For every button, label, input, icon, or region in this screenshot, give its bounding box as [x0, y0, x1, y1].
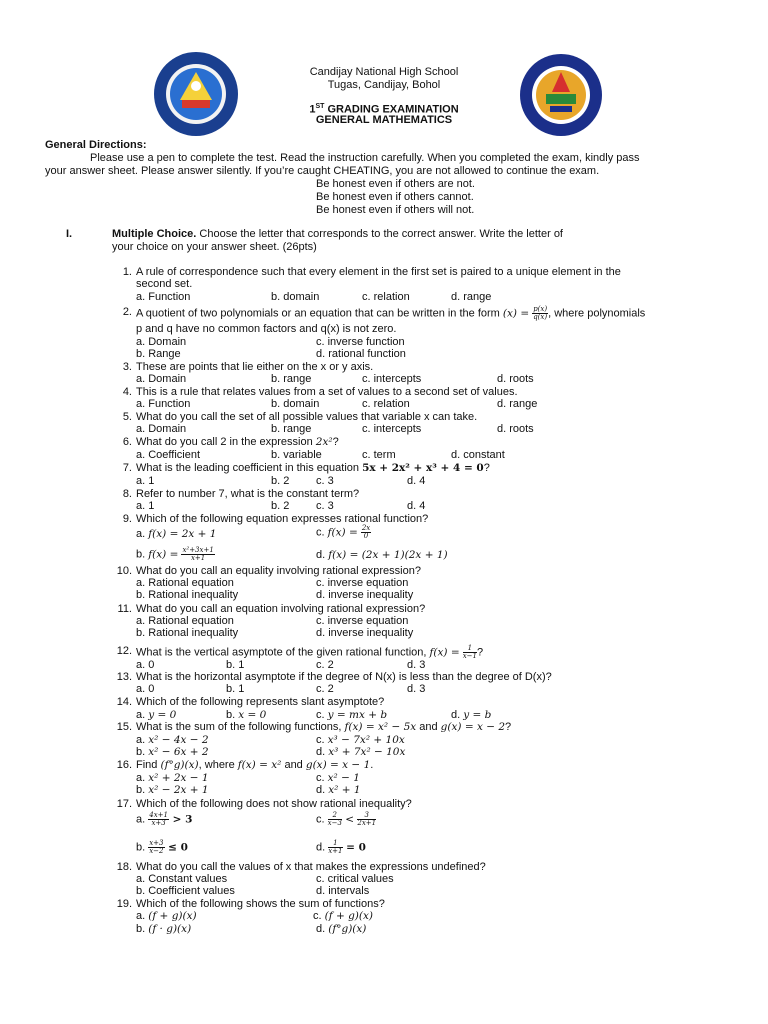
math-expression: = 0 — [342, 841, 366, 854]
numerator: p(x) — [533, 305, 548, 313]
math-expression: x² − 4x − 2 — [148, 734, 209, 746]
option-letter: c. — [313, 910, 325, 922]
option-a — [136, 812, 192, 827]
option-d: d. inverse inequality — [316, 589, 414, 601]
option-letter: b. — [226, 709, 239, 721]
option-d: d. 3 — [407, 683, 426, 695]
question-18 — [112, 861, 724, 899]
option-a: a. Domain — [136, 373, 187, 385]
exam-title-text: GRADING EXAMINATION — [324, 103, 459, 116]
denominator: 2x+1 — [357, 819, 377, 827]
question-text — [136, 759, 724, 772]
option-d — [316, 549, 448, 562]
option-a: a. 0 — [136, 659, 155, 671]
question-text-a: What is the vertical asymptote of the given rational function, — [136, 646, 430, 659]
numerator: 1 — [463, 645, 477, 653]
option-b — [136, 746, 209, 759]
school-name: Candijay National High School — [309, 66, 459, 78]
question-number: 1. — [122, 266, 132, 278]
math-expression: 5x + 2x² + x³ + 4 = 0 — [362, 462, 484, 474]
math-expression: > 3 — [168, 813, 193, 826]
option-d: d. constant — [451, 449, 505, 461]
question-text — [136, 436, 724, 449]
question-text-a: Find — [136, 759, 161, 771]
option-b: b. 2 — [271, 500, 290, 512]
option-d: d. 3 — [407, 659, 426, 671]
question-11 — [112, 603, 724, 641]
question-text: Which of the following equation expresses rational function? — [136, 513, 429, 525]
question-text: These are points that lie either on the x or y axis. — [136, 361, 374, 373]
option-letter: a. — [136, 528, 149, 540]
fraction — [532, 306, 548, 321]
option-b: b. 1 — [226, 683, 245, 695]
math-expression: < — [341, 813, 358, 826]
option-b — [136, 547, 215, 562]
option-c: c. intercepts — [362, 423, 422, 435]
denominator: x+1 — [328, 847, 343, 855]
question-text: A rule of correspondence such that every element in the first set is paired to a unique element in the — [136, 266, 621, 278]
option-d: d. 4 — [407, 475, 426, 487]
question-text: Which of the following shows the sum of functions? — [136, 898, 385, 910]
denominator: 0 — [363, 532, 369, 540]
numerator: x+3 — [149, 839, 164, 847]
question-text: What is the horizontal asymptote if the degree of N(x) is less than the degree of D(x)? — [136, 671, 552, 683]
math-expression: f(x) = — [148, 548, 179, 561]
question-end: . — [370, 759, 374, 771]
math-expression: x = 0 — [238, 709, 267, 721]
option-letter: c. — [316, 772, 328, 784]
math-expression: x² − 1 — [327, 772, 360, 784]
option-c: c. inverse equation — [316, 577, 409, 589]
question-12 — [112, 645, 724, 673]
option-c — [316, 812, 376, 827]
question-1 — [112, 266, 724, 306]
option-a: a. Coefficient — [136, 449, 201, 461]
option-c: c. intercepts — [362, 373, 422, 385]
option-letter: c. — [316, 813, 328, 826]
fraction — [328, 840, 342, 855]
question-7 — [112, 462, 724, 488]
option-d: d. range — [497, 398, 538, 410]
question-text-a: What do you call 2 in the expression — [136, 436, 316, 448]
option-d: d. inverse inequality — [316, 627, 414, 639]
numerator: 3 — [357, 812, 376, 820]
exam-ordinal: ST — [315, 103, 325, 110]
option-c: c. critical values — [316, 873, 394, 885]
math-expression-f: f(x) = x² — [237, 759, 282, 771]
question-4 — [112, 386, 724, 412]
option-c: c. 3 — [316, 500, 334, 512]
denominator: q(x) — [533, 313, 548, 321]
fraction-1 — [328, 812, 342, 827]
question-9 — [112, 513, 724, 565]
question-number: 8. — [122, 488, 132, 500]
question-text: Which of the following represents slant asymptote? — [136, 696, 385, 708]
question-16 — [112, 759, 724, 797]
option-d: d. 4 — [407, 500, 426, 512]
math-expression: (f + g)(x) — [148, 910, 197, 922]
option-d — [316, 923, 366, 936]
math-expression: f(x) = (2x + 1)(2x + 1) — [328, 549, 448, 561]
exam-number: 1 — [309, 103, 316, 116]
question-text-a: A quotient of two polynomials or an equation that can be written in the form — [136, 307, 503, 320]
option-a: a. Domain — [136, 336, 187, 348]
option-letter: d. — [316, 746, 329, 758]
question-14 — [112, 696, 724, 722]
math-expression: f(x) = — [327, 526, 358, 539]
question-6 — [112, 436, 724, 462]
question-number: 12. — [116, 645, 132, 657]
option-c: c. relation — [362, 398, 410, 410]
question-number: 14. — [116, 696, 132, 708]
option-a: a. 1 — [136, 500, 155, 512]
option-letter: d. — [451, 709, 464, 721]
fraction — [148, 812, 169, 827]
option-b: b. Rational inequality — [136, 627, 239, 639]
option-a — [136, 709, 176, 722]
math-expression-g: g(x) = x − 1 — [305, 759, 371, 771]
option-b — [136, 923, 191, 936]
option-a: a. Domain — [136, 423, 187, 435]
numerator: 2 — [328, 812, 342, 820]
question-10 — [112, 565, 724, 603]
question-text: What do you call an equality involving rational expression? — [136, 565, 421, 577]
question-5 — [112, 411, 724, 437]
question-text: What do you call the values of x that makes the expressions undefined? — [136, 861, 486, 873]
numerator: 1 — [328, 840, 342, 848]
option-letter: b. — [136, 746, 149, 758]
option-d: d. roots — [497, 373, 534, 385]
question-2 — [112, 306, 724, 362]
question-number: 17. — [116, 798, 132, 810]
question-where: , where — [198, 759, 238, 771]
option-b: b. Coefficient values — [136, 885, 235, 897]
math-expression-f: f(x) = x² − 5x — [344, 721, 417, 733]
question-number: 4. — [122, 386, 132, 398]
option-d: d. range — [451, 291, 492, 303]
part-text-1: Choose the letter that corresponds to the correct answer. Write the letter of — [196, 228, 563, 240]
question-number: 10. — [116, 565, 132, 577]
fraction — [361, 525, 371, 540]
question-text-a: What is the leading coefficient in this equation — [136, 462, 363, 474]
math-expression: x² − 6x + 2 — [148, 746, 209, 758]
option-c: c. term — [362, 449, 396, 461]
option-b: b. range — [271, 373, 312, 385]
math-expression: (x) = — [502, 307, 530, 320]
math-expression: (f°g)(x) — [328, 923, 367, 935]
question-and: and — [416, 721, 441, 733]
option-a: a. Function — [136, 398, 191, 410]
directions-line-1: Please use a pen to complete the test. Read the instruction carefully. When you completed the exam, kindly pass — [90, 152, 640, 164]
math-expression: x³ − 7x² + 10x — [327, 734, 405, 746]
option-a: a. Rational equation — [136, 577, 234, 589]
option-letter: b. — [136, 841, 149, 854]
option-b: b. Range — [136, 348, 181, 360]
option-c: c. 2 — [316, 683, 334, 695]
question-number: 15. — [116, 721, 132, 733]
option-d — [451, 709, 491, 722]
option-letter: c. — [316, 734, 328, 746]
option-a: a. Rational equation — [136, 615, 234, 627]
option-letter: d. — [316, 549, 329, 561]
option-d — [316, 746, 405, 759]
option-letter: c. — [316, 526, 328, 539]
question-text: Refer to number 7, what is the constant term? — [136, 488, 360, 500]
fraction-2 — [357, 812, 376, 827]
option-b: b. domain — [271, 291, 320, 303]
fraction — [181, 547, 214, 562]
option-c: c. 3 — [316, 475, 334, 487]
option-c — [316, 709, 387, 722]
option-b — [136, 840, 188, 855]
option-letter: a. — [136, 813, 149, 826]
option-a: a. 1 — [136, 475, 155, 487]
question-15 — [112, 721, 724, 759]
school-address: Tugas, Candijay, Bohol — [327, 79, 441, 91]
question-number: 11. — [117, 603, 132, 615]
option-letter: d. — [316, 841, 329, 854]
option-d — [316, 784, 361, 797]
part-instructions-2: your choice on your answer sheet. (26pts) — [112, 241, 317, 253]
question-and: and — [281, 759, 306, 771]
question-number: 18. — [116, 861, 132, 873]
math-expression: f(x) = 2x + 1 — [148, 528, 217, 540]
question-number: 3. — [122, 361, 132, 373]
question-text: What do you call an equation involving rational expression? — [136, 603, 426, 615]
question-17 — [112, 798, 724, 862]
fraction — [463, 645, 477, 660]
question-end: ? — [483, 462, 490, 474]
question-8 — [112, 488, 724, 514]
math-expression: y = 0 — [148, 709, 177, 721]
option-a — [136, 734, 209, 747]
option-c — [316, 734, 405, 747]
option-letter: b. — [136, 784, 149, 796]
option-a — [136, 910, 197, 923]
option-letter: d. — [316, 784, 329, 796]
honest-line-3: Be honest even if others will not. — [316, 204, 475, 216]
numerator: 4x+1 — [149, 811, 168, 819]
question-number: 5. — [122, 411, 132, 423]
math-expression: x² + 1 — [328, 784, 361, 796]
option-c: c. 2 — [316, 659, 334, 671]
directions-line-2: your answer sheet. Please answer silently. If you’re caught CHEATING, you are not allowed to continue the exam. — [45, 165, 600, 177]
option-a — [136, 772, 209, 785]
math-expression: x² − 2x + 1 — [148, 784, 209, 796]
math-expression: (f°g)(x) — [160, 759, 199, 771]
option-a: a. Constant values — [136, 873, 228, 885]
option-letter: a. — [136, 910, 149, 922]
question-end: ? — [505, 721, 512, 733]
option-letter: c. — [316, 709, 328, 721]
numerator: x²+3x+1 — [182, 546, 214, 554]
directions-heading: General Directions: — [45, 139, 147, 151]
option-a: a. 0 — [136, 683, 155, 695]
option-letter: a. — [136, 709, 149, 721]
part-instructions-1 — [112, 228, 724, 241]
math-expression: y = b — [463, 709, 492, 721]
honest-line-1: Be honest even if others are not. — [316, 178, 475, 190]
option-b: b. 1 — [226, 659, 245, 671]
question-19 — [112, 898, 724, 938]
part-number: I. — [66, 228, 73, 240]
question-number: 13. — [116, 671, 132, 683]
option-d: d. intervals — [316, 885, 370, 897]
question-text: This is a rule that relates values from a set of values to a second set of values. — [136, 386, 518, 398]
question-text: What do you call the set of all possible values that variable x can take. — [136, 411, 478, 423]
question-text-c: , where polynomials — [548, 307, 646, 320]
question-text-cont: p and q have no common factors and q(x) is not zero. — [136, 323, 397, 335]
math-expression: (f + g)(x) — [324, 910, 374, 922]
option-c: c. inverse equation — [316, 615, 409, 627]
denominator: x+1 — [190, 554, 206, 562]
math-expression: x² + 2x − 1 — [148, 772, 209, 784]
honest-line-2: Be honest even if others cannot. — [316, 191, 474, 203]
question-text — [136, 721, 724, 734]
question-text — [136, 462, 724, 475]
question-end: ? — [332, 436, 339, 448]
question-3 — [112, 361, 724, 387]
option-d — [316, 840, 366, 855]
option-c: c. relation — [362, 291, 410, 303]
question-13 — [112, 671, 724, 697]
option-b: b. range — [271, 423, 312, 435]
math-expression: y = mx + b — [327, 709, 388, 721]
option-b — [136, 784, 209, 797]
math-expression: ≤ 0 — [164, 841, 188, 854]
question-number: 19. — [116, 898, 132, 910]
math-expression-g: g(x) = x − 2 — [440, 721, 506, 733]
option-letter: b. — [136, 548, 149, 561]
question-number: 9. — [122, 513, 132, 525]
denominator: x−3 — [327, 819, 342, 827]
question-text: Which of the following does not show rational inequality? — [136, 798, 412, 810]
part-title: Multiple Choice. — [112, 228, 197, 240]
option-d: d. rational function — [316, 348, 406, 360]
option-b: b. Rational inequality — [136, 589, 239, 601]
option-d: d. roots — [497, 423, 534, 435]
question-text — [136, 645, 724, 660]
option-b: b. variable — [271, 449, 322, 461]
option-c — [313, 910, 373, 923]
question-text-a: What is the sum of the following functions, — [136, 721, 345, 733]
option-a — [136, 528, 216, 541]
math-expression: (f · g)(x) — [148, 923, 192, 935]
denominator: x−2 — [149, 847, 164, 855]
math-expression: x³ + 7x² − 10x — [328, 746, 406, 758]
fraction — [148, 840, 164, 855]
question-text-cont: second set. — [136, 278, 193, 290]
math-expression: f(x) = — [429, 646, 460, 659]
question-end: ? — [476, 646, 484, 659]
question-number: 16. — [116, 759, 132, 771]
question-number: 7. — [122, 462, 132, 474]
math-expression: 2x² — [315, 436, 333, 448]
option-letter: b. — [136, 923, 149, 935]
denominator: x−1 — [462, 652, 477, 660]
option-a: a. Function — [136, 291, 191, 303]
subject-title: GENERAL MATHEMATICS — [315, 114, 453, 126]
question-text — [136, 306, 724, 321]
option-b: b. 2 — [271, 475, 290, 487]
option-letter: a. — [136, 734, 149, 746]
question-number: 2. — [122, 306, 132, 318]
option-letter: d. — [316, 923, 329, 935]
option-c — [316, 525, 371, 540]
denominator: x+3 — [151, 819, 166, 827]
option-b — [226, 709, 266, 722]
option-b: b. domain — [271, 398, 320, 410]
option-c — [316, 772, 360, 785]
option-c: c. inverse function — [316, 336, 405, 348]
numerator: 2x — [361, 524, 371, 532]
option-letter: a. — [136, 772, 149, 784]
question-number: 6. — [122, 436, 132, 448]
